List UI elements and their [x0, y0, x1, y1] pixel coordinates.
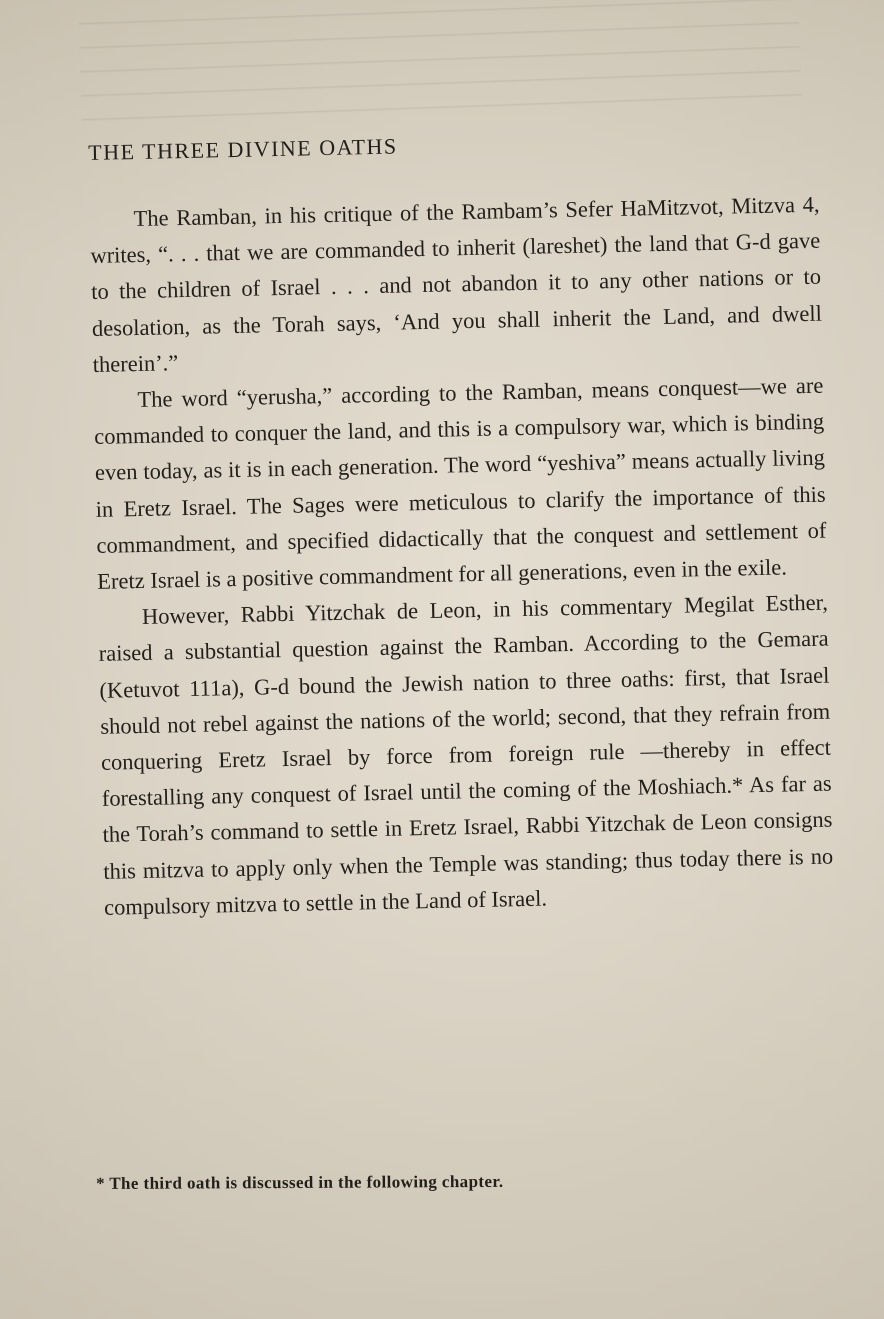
- footnote: * The third oath is discussed in the following chapter.: [96, 1171, 504, 1193]
- show-through-text: [78, 0, 802, 133]
- paragraph-1: The Ramban, in his critique of the Rambam’s Sefer HaMitzvot, Mitzva 4, writes, “. . . that we are commanded to inherit (lareshet) the land that G-d gave to the children of Israel . . . and not abandon it to any other nations or to desolation, as the Torah says, ‘And you shall inherit the Land, and dwell therein’.”: [90, 191, 823, 377]
- paragraph-3: However, Rabbi Yitzchak de Leon, in his commentary Megilat Esther, raised a substantial question against the Ramban. According to the Gemara (Ketuvot 111a), G-d bound the Jewish nation to three oaths: first, that Israel should not rebel against the nations of the world; second, that they refrain from conquering Eretz Israel by force from foreign rule —thereby in effect forestalling any conquest of Israel until the coming of the Moshiach.* As far as the Torah’s command to settle in Eretz Israel, Rabbi Yitzchak de Leon consigns this mitzva to apply only when the Temple was standing; thus today there is no compulsory mitzva to settle in the Land of Israel.: [98, 589, 834, 920]
- page-content: [88, 125, 834, 926]
- chapter-heading: THE THREE DIVINE OATHS: [88, 133, 398, 165]
- paragraph-2: The word “yerusha,” according to the Ramban, means conquest—we are commanded to conquer the land, and this is a compulsory war, which is binding even today, as it is in each generation. The word “yeshiva” means actually living in Eretz Israel. The Sages were meticulous to clarify the importance of this commandment, and specified didactically that the conquest and settlement of Eretz Israel is a positive commandment for all generations, even in the exile.: [93, 372, 827, 594]
